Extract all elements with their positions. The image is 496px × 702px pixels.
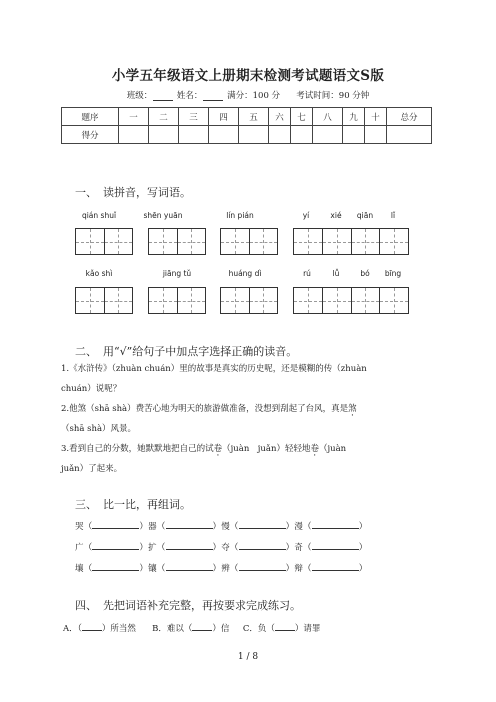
answer-blank[interactable] (239, 541, 286, 550)
options-line: A．（ ）所当然 B．难以（ ）信 C．负（ ）请罪 (63, 624, 321, 634)
name-label: 姓名： (176, 91, 203, 101)
answer-blank[interactable] (239, 562, 286, 571)
writing-grid[interactable] (148, 287, 206, 314)
score-table (61, 107, 432, 144)
answer-blank[interactable] (92, 541, 139, 550)
score-cell[interactable] (313, 126, 343, 144)
dotted-char: 煞 (348, 404, 357, 414)
answer-blank[interactable] (239, 520, 286, 529)
section-1-title: 读拼音，写词语。 (103, 186, 191, 199)
pinyin: yí (302, 211, 310, 220)
col-header: 七 (291, 108, 313, 126)
col-header: 三 (179, 108, 209, 126)
col-header: 八 (313, 108, 343, 126)
answer-blank[interactable] (275, 622, 295, 631)
question-2-1-line-a: 1.《水浒传》（zhuàn chuán）里的故事是真实的历史呢，还是模糊的传（zhuàn (61, 364, 367, 374)
answer-blank[interactable] (312, 541, 359, 550)
word-compare-row: 壤（ ）镶（ ）辨（ ）辩（ ） (75, 564, 368, 574)
section-1-heading: 一、 读拼音，写词语。 (75, 186, 191, 199)
pinyin: lǚ (332, 269, 340, 278)
writing-grid[interactable] (75, 228, 133, 255)
exam-info-line (0, 89, 496, 101)
score-cell[interactable] (149, 126, 179, 144)
score-table-score-row (62, 126, 432, 144)
col-header: 十 (365, 108, 387, 126)
score-cell[interactable] (365, 126, 387, 144)
col-header: 一 (119, 108, 149, 126)
score-cell[interactable] (179, 126, 209, 144)
pinyin: lín pián (226, 211, 254, 220)
col-header: 六 (269, 108, 291, 126)
pinyin: qián shuǐ (81, 211, 117, 220)
col-header: 九 (343, 108, 365, 126)
row-header-label: 题序 (62, 108, 119, 126)
score-cell[interactable] (291, 126, 313, 144)
answer-blank[interactable] (82, 622, 102, 631)
section-2-heading: 二、 用“√”给句子中加点字选择正确的读音。 (75, 345, 298, 358)
dotted-char: 卷 (310, 444, 319, 454)
score-cell[interactable] (387, 126, 432, 144)
question-2-3-line-b: juǎn）了起来。 (61, 464, 123, 474)
answer-blank[interactable] (192, 622, 212, 631)
pinyin: kǎo shì (85, 269, 113, 278)
score-cell[interactable] (119, 126, 149, 144)
answer-blank[interactable] (312, 520, 359, 529)
writing-grid[interactable] (293, 287, 409, 314)
score-cell[interactable] (209, 126, 239, 144)
full-score: 满分：100 分 (227, 91, 281, 101)
writing-grid[interactable] (75, 287, 133, 314)
answer-blank[interactable] (312, 562, 359, 571)
section-2-title: 用“√”给句子中加点字选择正确的读音。 (103, 345, 298, 358)
pinyin: bīng (384, 269, 402, 278)
page-number: 1 / 8 (237, 652, 259, 662)
score-table-header-row (62, 108, 432, 126)
col-header-total: 总分 (387, 108, 432, 126)
pinyin: shēn yuān (143, 211, 183, 220)
section-4-heading: 四、 先把词语补充完整，再按要求完成练习。 (75, 599, 301, 612)
section-3-title: 比一比，再组词。 (103, 498, 191, 511)
pinyin: qiān (356, 211, 374, 220)
class-blank[interactable] (153, 91, 173, 101)
col-header: 二 (149, 108, 179, 126)
score-cell[interactable] (269, 126, 291, 144)
pinyin: lǐ (390, 211, 396, 220)
score-cell[interactable] (343, 126, 365, 144)
col-header: 四 (209, 108, 239, 126)
answer-blank[interactable] (166, 520, 213, 529)
name-blank[interactable] (203, 91, 223, 101)
pinyin: xié (330, 211, 342, 220)
question-2-2-line-a: 2.他煞（shā shà）费苦心地为明天的旅游做准备，没想到刮起了台风，真是煞 (61, 404, 357, 414)
pinyin: jiāng tǔ (162, 269, 192, 278)
question-2-2-line-b: （shā shà）风景。 (61, 424, 137, 434)
writing-grid[interactable] (220, 287, 278, 314)
score-cell[interactable] (239, 126, 269, 144)
answer-blank[interactable] (92, 562, 139, 571)
answer-blank[interactable] (166, 541, 213, 550)
pinyin: bó (360, 269, 370, 278)
question-2-3-line-a: 3.看到自己的分数，她默默地把自己的试卷（juàn juǎn）轻轻地卷（juàn (61, 444, 347, 454)
section-3-heading: 三、 比一比，再组词。 (75, 498, 191, 511)
row-score-label: 得分 (62, 126, 119, 144)
col-header: 五 (239, 108, 269, 126)
section-4-title: 先把词语补充完整，再按要求完成练习。 (103, 599, 301, 612)
writing-grid[interactable] (148, 228, 206, 255)
answer-blank[interactable] (92, 520, 139, 529)
writing-grid[interactable] (293, 228, 409, 255)
writing-grid[interactable] (220, 228, 278, 255)
exam-title: 小学五年级语文上册期末检测考试题语文S版 (111, 68, 385, 84)
dotted-char: 卷 (213, 444, 223, 454)
exam-time: 考试时间：90 分钟 (296, 91, 370, 101)
question-2-1-line-b: chuán）说呢？ (61, 384, 122, 394)
pinyin: huáng dì (228, 269, 262, 278)
answer-blank[interactable] (166, 562, 213, 571)
word-compare-row: 广（ ）扩（ ）夺（ ）奇（ ） (75, 543, 368, 553)
pinyin: rú (303, 269, 311, 278)
word-compare-row: 哭（ ）器（ ）慢（ ）漫（ ） (75, 522, 368, 532)
class-label: 班级： (126, 91, 153, 101)
